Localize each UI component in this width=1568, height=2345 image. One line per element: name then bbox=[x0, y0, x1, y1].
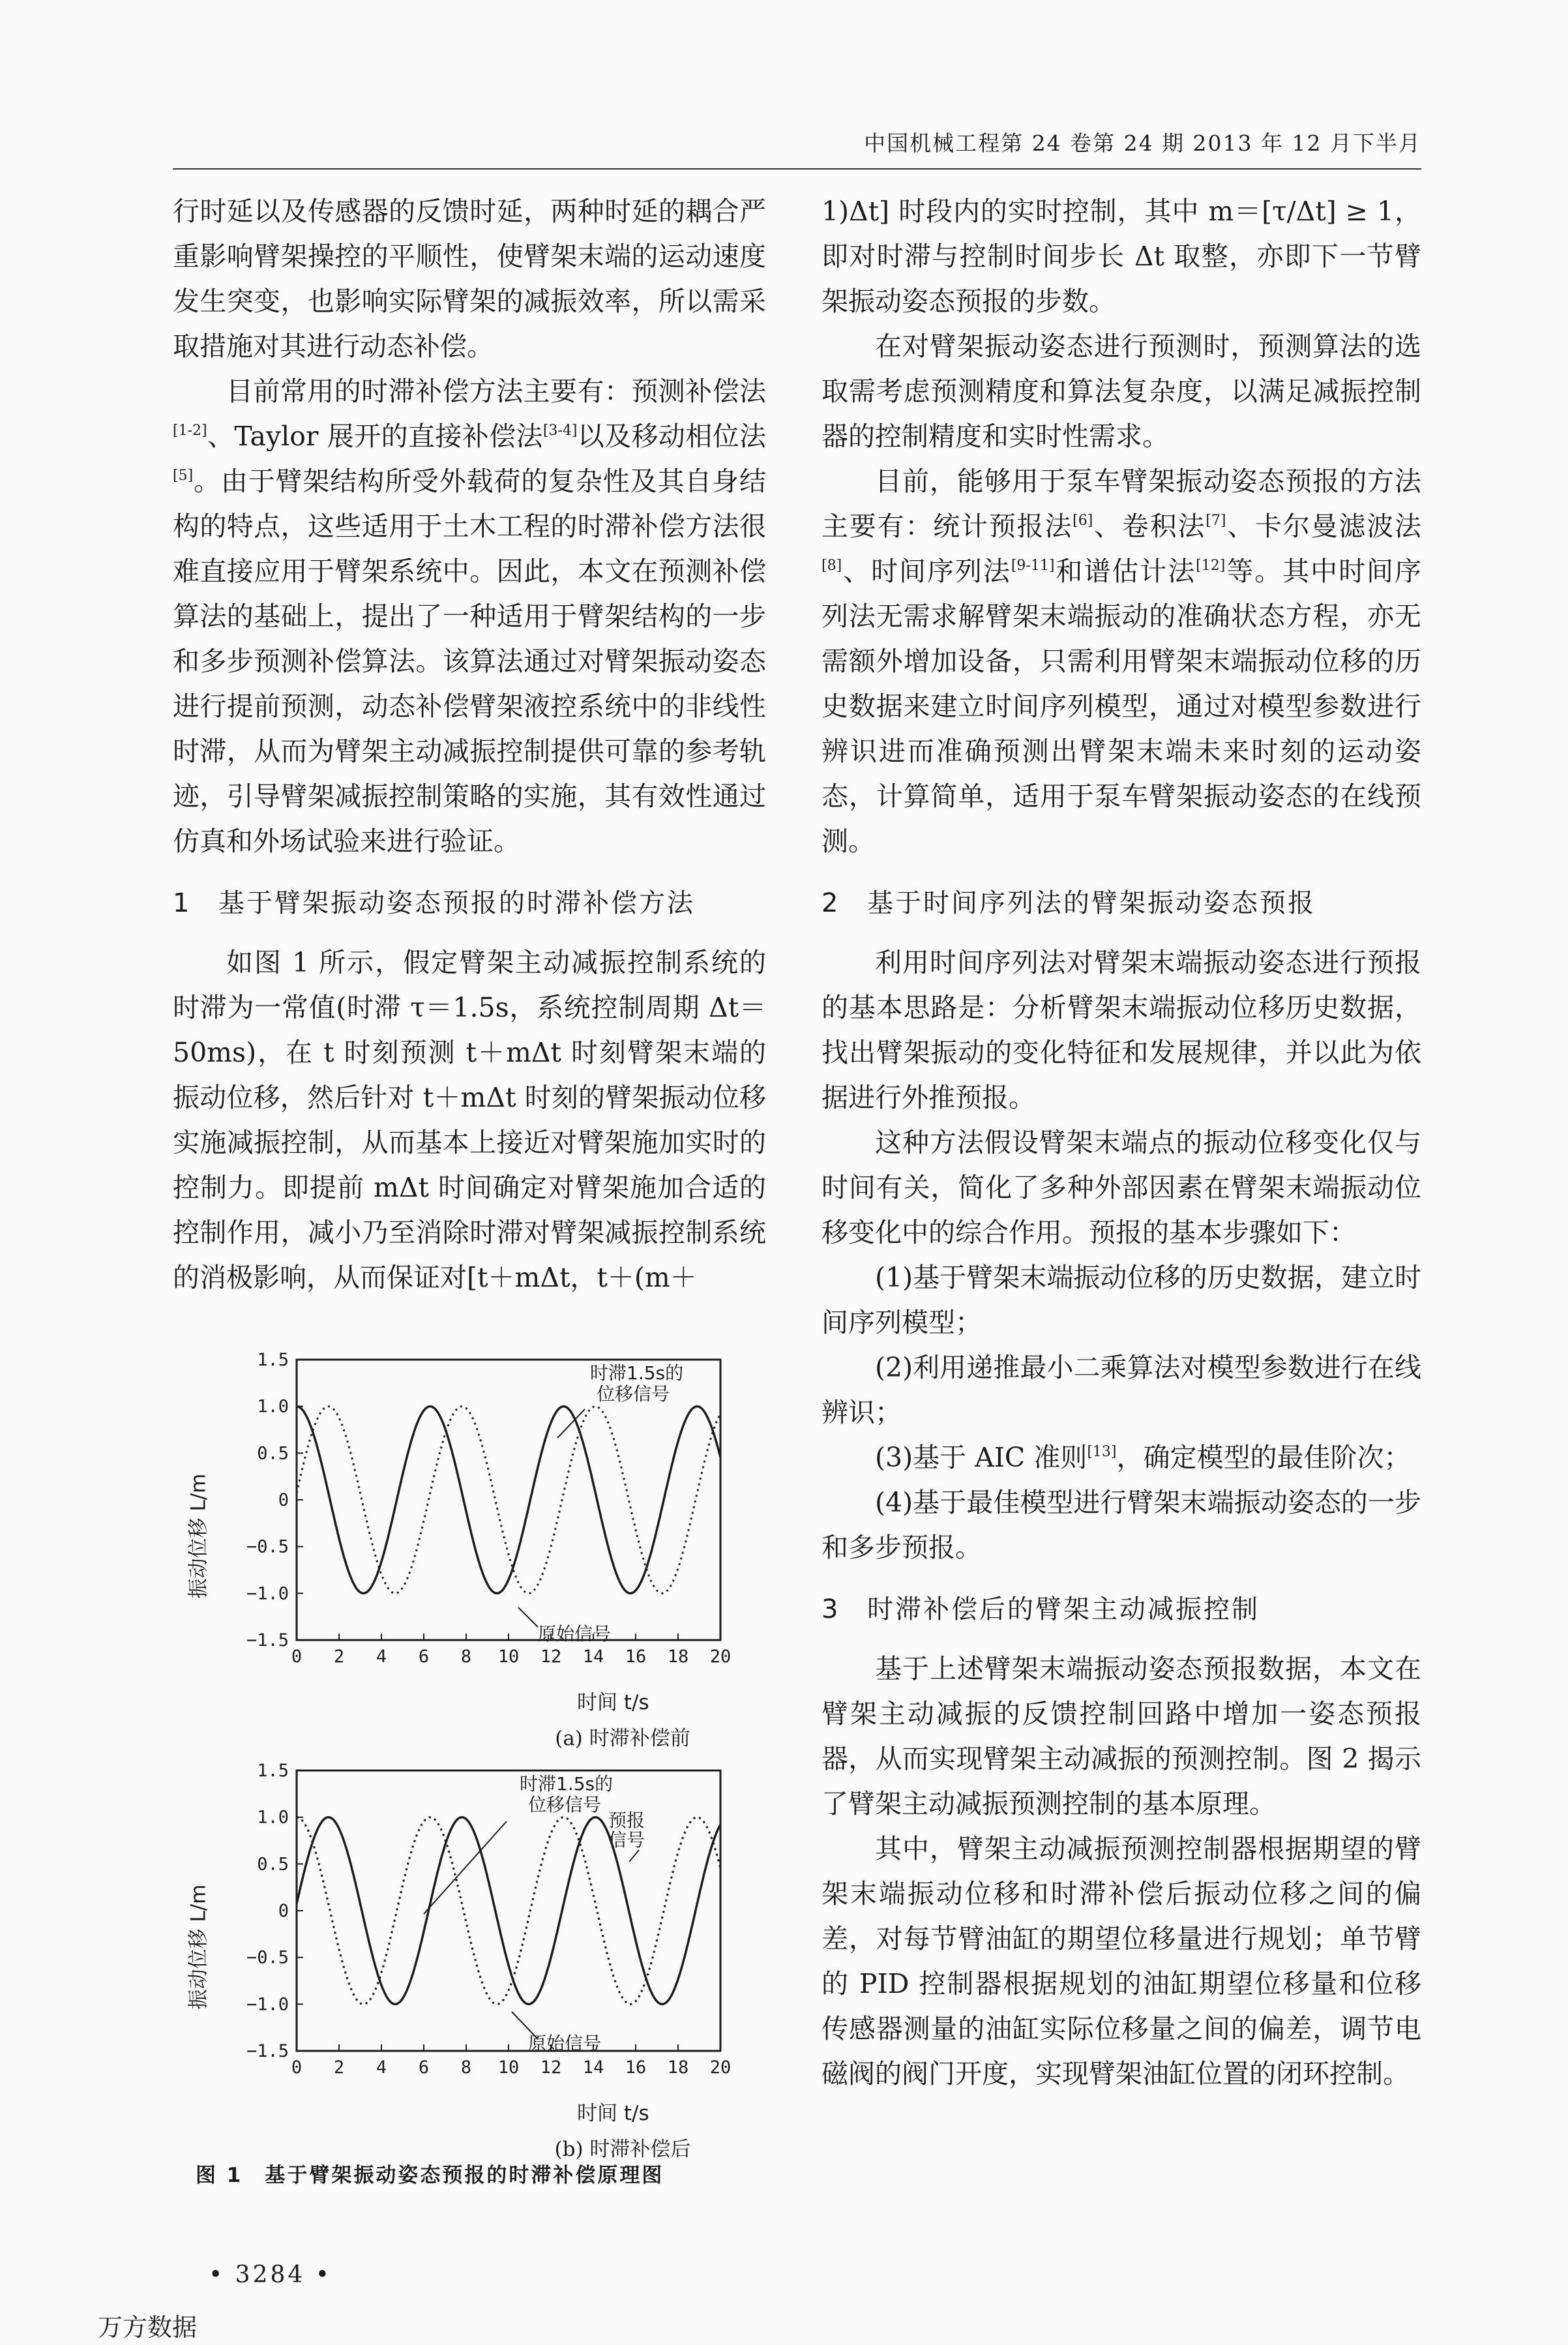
x-tick-label: 14 bbox=[582, 2057, 604, 2078]
list-item: (2)利用递推最小二乘算法对模型参数进行在线辨识； bbox=[821, 1352, 1421, 1428]
y-tick-label: −0.5 bbox=[246, 1947, 289, 1968]
section-heading: 1 基于臂架振动姿态预报的时滞补偿方法 bbox=[173, 888, 695, 918]
x-tick-label: 0 bbox=[291, 2057, 303, 2078]
x-tick-label: 8 bbox=[460, 1647, 472, 1667]
y-tick-label: 0.5 bbox=[257, 1443, 289, 1464]
x-tick-label: 12 bbox=[540, 1647, 562, 1667]
annotation-label: 预报 bbox=[608, 1810, 645, 1831]
chart-svg bbox=[173, 1744, 766, 2142]
subfigure-caption: (a) 时滞补偿前 bbox=[555, 1727, 690, 1750]
annotation-label: 时滞1.5s的 bbox=[520, 1773, 614, 1795]
y-tick-label: −1.0 bbox=[246, 1994, 289, 2015]
annotation-label: 原始信号 bbox=[528, 2033, 602, 2054]
x-tick-label: 0 bbox=[291, 1647, 303, 1667]
citation[interactable]: [3-4] bbox=[542, 423, 578, 439]
x-tick-label: 20 bbox=[709, 1647, 732, 1667]
x-tick-label: 10 bbox=[497, 1647, 520, 1667]
citation[interactable]: [1-2] bbox=[173, 423, 207, 439]
annotation-label: 信号 bbox=[608, 1829, 645, 1851]
annotation-label: 原始信号 bbox=[538, 1623, 612, 1645]
running-header: 中国机械工程第 24 卷第 24 期 2013 年 12 月下半月 bbox=[864, 130, 1421, 156]
paragraph: 行时延以及传感器的反馈时延，两种时延的耦合严重影响臂架操控的平顺性，使臂架末端的运动速度发生突变，也影响实际臂架的减振效率，所以需采取措施对其进行动态补偿。 bbox=[173, 196, 766, 362]
x-tick-label: 18 bbox=[667, 1647, 689, 1667]
annotation-leader bbox=[518, 1607, 538, 1627]
series-line bbox=[297, 1817, 720, 2005]
citation[interactable]: [7] bbox=[1206, 513, 1226, 529]
y-tick-label: 0 bbox=[278, 1901, 289, 1921]
x-tick-label: 2 bbox=[333, 2057, 345, 2078]
y-tick-label: 1.0 bbox=[257, 1396, 289, 1417]
x-tick-label: 8 bbox=[460, 2057, 472, 2078]
section-heading: 2 基于时间序列法的臂架振动姿态预报 bbox=[821, 888, 1316, 918]
annotation-leader bbox=[629, 1850, 639, 1862]
y-axis-title: 振动位移 L/m bbox=[186, 1884, 211, 2009]
plot-frame bbox=[297, 1770, 720, 2051]
y-tick-label: 1.5 bbox=[257, 1350, 289, 1370]
header-rule bbox=[173, 168, 1421, 170]
series-line bbox=[297, 1407, 720, 1594]
annotation-leader bbox=[424, 1821, 507, 1914]
section-heading: 3 时滞补偿后的臂架主动减振控制 bbox=[821, 1594, 1260, 1624]
x-tick-label: 4 bbox=[376, 2057, 387, 2078]
x-tick-label: 20 bbox=[709, 2057, 732, 2078]
left-column bbox=[173, 189, 766, 1300]
y-tick-label: −1.0 bbox=[246, 1583, 289, 1604]
annotation-label: 位移信号 bbox=[528, 1794, 602, 1815]
annotation-label: 时滞1.5s的 bbox=[590, 1362, 684, 1384]
y-axis-title: 振动位移 L/m bbox=[186, 1473, 211, 1598]
y-tick-label: −1.5 bbox=[246, 2041, 289, 2061]
list-item: (3)基于 AIC 准则[13]，确定模型的最佳阶次； bbox=[875, 1442, 1411, 1473]
paragraph: 这种方法假设臂架末端点的振动位移变化仅与时间有关，简化了多种外部因素在臂架末端振动位移变化中的综合作用。预报的基本步骤如下： bbox=[821, 1127, 1421, 1248]
x-tick-label: 6 bbox=[418, 1647, 430, 1667]
citation[interactable]: [9-11] bbox=[1011, 558, 1055, 574]
citation[interactable]: [13] bbox=[1087, 1444, 1117, 1460]
chart-svg bbox=[173, 1334, 766, 1731]
series-line bbox=[297, 1817, 720, 2005]
x-tick-label: 16 bbox=[625, 1647, 647, 1667]
x-tick-label: 16 bbox=[625, 2057, 647, 2078]
annotation-label: 位移信号 bbox=[597, 1383, 670, 1405]
list-item: (4)基于最佳模型进行臂架末端振动姿态的一步和多步预报。 bbox=[821, 1487, 1421, 1563]
series-line bbox=[297, 1817, 720, 2005]
y-tick-label: 1.0 bbox=[257, 1807, 289, 1828]
x-tick-label: 6 bbox=[418, 2057, 430, 2078]
watermark: 万方数据 bbox=[98, 2313, 198, 2342]
list-item: (1)基于臂架末端振动位移的历史数据，建立时间序列模型； bbox=[821, 1262, 1421, 1338]
page-number: • 3284 • bbox=[209, 2262, 332, 2288]
citation[interactable]: [8] bbox=[821, 558, 842, 574]
y-tick-label: 0.5 bbox=[257, 1854, 289, 1875]
figure-1a bbox=[173, 1334, 766, 1750]
y-tick-label: 0 bbox=[278, 1490, 289, 1510]
right-column bbox=[821, 189, 1421, 2097]
x-tick-label: 18 bbox=[667, 2057, 689, 2078]
x-axis-title: 时间 t/s bbox=[577, 1691, 649, 1714]
x-tick-label: 4 bbox=[376, 1647, 387, 1667]
paragraph: 目前，能够用于泵车臂架振动姿态预报的方法主要有：统计预报法[6]、卷积法[7]、卡尔曼滤波法[8]、时间序列法[9-11]和谱估计法[12]等。其中时间序列法无需求解臂架末端振动的准确状态方程，亦无需额外增加设备，只需利用臂架末端振动位移的历史数据来建立时间序列模型，通过对模型参数进行辨识进而准确预测出臂架末端未来时刻的运动姿态，计算简单，适用于泵车臂架振动姿态的在线预测。 bbox=[821, 466, 1422, 857]
paragraph: 1)Δt] 时段内的实时控制，其中 m＝[τ/Δt] ≥ 1，即对时滞与控制时间步长 Δt 取整，亦即下一节臂架振动姿态预报的步数。 bbox=[821, 196, 1421, 317]
x-axis-title: 时间 t/s bbox=[577, 2102, 649, 2125]
y-tick-label: −1.5 bbox=[246, 1630, 289, 1650]
x-tick-label: 12 bbox=[540, 2057, 562, 2078]
paragraph: 在对臂架振动姿态进行预测时，预测算法的选取需考虑预测精度和算法复杂度，以满足减振控制器的控制精度和实时性需求。 bbox=[821, 331, 1421, 452]
x-tick-label: 14 bbox=[582, 1647, 604, 1667]
figure-caption: 图 1 基于臂架振动姿态预报的时滞补偿原理图 bbox=[196, 2164, 664, 2187]
citation[interactable]: [5] bbox=[173, 468, 194, 484]
citation[interactable]: [6] bbox=[1072, 513, 1093, 529]
paragraph: 基于上述臂架末端振动姿态预报数据，本文在臂架主动减振的反馈控制回路中增加一姿态预报器，从而实现臂架主动减振的预测控制。图 2 揭示了臂架主动减振预测控制的基本原理。 bbox=[821, 1653, 1421, 1819]
x-tick-label: 10 bbox=[497, 2057, 520, 2078]
paragraph: 利用时间序列法对臂架末端振动姿态进行预报的基本思路是：分析臂架末端振动位移历史数据，找出臂架振动的变化特征和发展规律，并以此为依据进行外推预报。 bbox=[821, 947, 1421, 1113]
subfigure-caption: (b) 时滞补偿后 bbox=[554, 2138, 691, 2161]
y-tick-label: 1.5 bbox=[257, 1761, 289, 1781]
paragraph: 其中，臂架主动减振预测控制器根据期望的臂架末端振动位移和时滞补偿后振动位移之间的偏差，对每节臂油缸的期望位移量进行规划；单节臂的 PID 控制器根据规划的油缸期望位移量和位移传感器测量的油缸实际位移量之间的偏差，调节电磁阀的阀门开度，实现臂架油缸位置的闭环控制。 bbox=[821, 1833, 1421, 2089]
paragraph: 如图 1 所示，假定臂架主动减振控制系统的时滞为一常值(时滞 τ＝1.5s，系统控制周期 Δt＝50ms)，在 t 时刻预测 t＋mΔt 时刻臂架末端的振动位移，然后针对 t＋mΔt 时刻的臂架振动位移实施减振控制，从而基本上接近对臂架施加实时的控制力。即提前 mΔt 时间确定对臂架施加合适的控制作用，减小乃至消除时滞对臂架减振控制系统的消极影响，从而保证对[t＋mΔt，t＋(m＋ bbox=[173, 947, 766, 1293]
series-line bbox=[297, 1407, 720, 1594]
paragraph: 目前常用的时滞补偿方法主要有：预测补偿法[1-2]、Taylor 展开的直接补偿法[3-4]以及移动相位法[5]。由于臂架结构所受外载荷的复杂性及其自身结构的特点，这些适用于土木工程的时滞补偿方法很难直接应用于臂架系统中。因此，本文在预测补偿算法的基础上，提出了一种适用于臂架结构的一步和多步预测补偿算法。该算法通过对臂架振动姿态进行提前预测，动态补偿臂架液控系统中的非线性时滞，从而为臂架主动减振控制提供可靠的参考轨迹，引导臂架减振控制策略的实施，其有效性通过仿真和外场试验来进行验证。 bbox=[173, 376, 767, 857]
figure-1b bbox=[173, 1744, 766, 2161]
citation[interactable]: [12] bbox=[1196, 558, 1226, 574]
x-tick-label: 2 bbox=[333, 1647, 345, 1667]
y-tick-label: −0.5 bbox=[246, 1536, 289, 1557]
